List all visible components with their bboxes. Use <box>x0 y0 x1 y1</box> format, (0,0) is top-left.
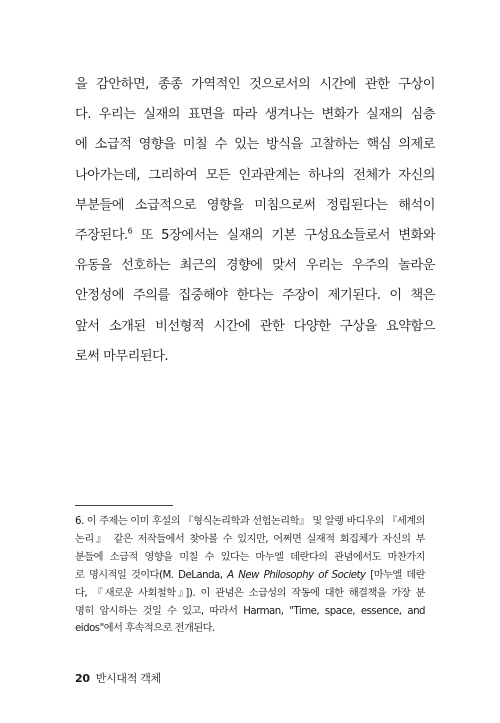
body-line: 다. 우리는 실재의 표면을 따라 생겨나는 변화가 실재의 심층 <box>75 107 435 123</box>
footnote-line: eidos"에서 후속적으로 전개된다. <box>75 623 215 635</box>
body-line: 에 소급적 영향을 미칠 수 있는 방식을 고찰하는 핵심 의제로 <box>75 137 435 153</box>
footnote-book-title: A New Philosophy of Society <box>227 569 366 581</box>
body-line <box>75 221 435 251</box>
footnote-line-segment: [마누엘 데란 <box>365 569 426 581</box>
body-line: 부분들에 소급적으로 영향을 미침으로써 정립된다는 해석이 <box>75 197 435 213</box>
footnote-divider <box>75 505 173 506</box>
page-footer <box>75 672 161 686</box>
body-line: 나아가는데, 그리하여 모든 인과관계는 하나의 전체가 자신의 <box>75 167 435 183</box>
body-line: 을 감안하면, 종종 가역적인 것으로서의 시간에 관한 구상이 <box>75 77 435 92</box>
footnote-reference[interactable]: 6 <box>127 226 133 236</box>
footnote-line: 다, 『새로운 사회철학』]). 이 관념은 소급성의 작동에 대한 해결책을 가장 분 <box>75 587 425 599</box>
page-number: 20 <box>75 672 90 685</box>
body-line: 유동을 선호하는 최근의 경향에 맞서 우리는 우주의 놀라운 <box>75 258 435 274</box>
main-body-text <box>75 70 435 372</box>
body-line: 앞서 소개된 비선형적 시간에 관한 다양한 구상을 요약함으 <box>75 318 435 334</box>
footnote-line <box>75 567 425 585</box>
running-title: 반시대적 객체 <box>95 672 161 685</box>
body-line-segment: 주장된다. <box>75 228 128 244</box>
footnote-line: 명히 암시하는 것일 수 있고, 따라서 Harman, "Time, space, essence, and <box>75 605 425 617</box>
footnote-line: 6. 이 주제는 이미 후설의 『형식논리학과 선험논리학』 및 알랭 바디우의 『세계의 <box>75 516 425 527</box>
footnote <box>75 513 425 638</box>
footnote-line-segment: 로 명시적일 것이다(M. DeLanda, <box>75 569 228 581</box>
body-line-segment: 또 5장에서는 실재의 기본 구성요소들로서 변화와 <box>132 228 435 244</box>
footnote-line: 논리』 같은 저작들에서 찾아볼 수 있지만, 어쩌면 실재적 회집체가 자신의 부 <box>75 533 425 545</box>
body-line: 로써 마무리된다. <box>75 348 169 364</box>
body-line: 안정성에 주의를 집중해야 한다는 주장이 제기된다. 이 책은 <box>75 288 435 304</box>
footnote-line: 분들에 소급적 영향을 미칠 수 있다는 마누엘 데란다의 관념에서도 마찬가지 <box>75 551 425 563</box>
